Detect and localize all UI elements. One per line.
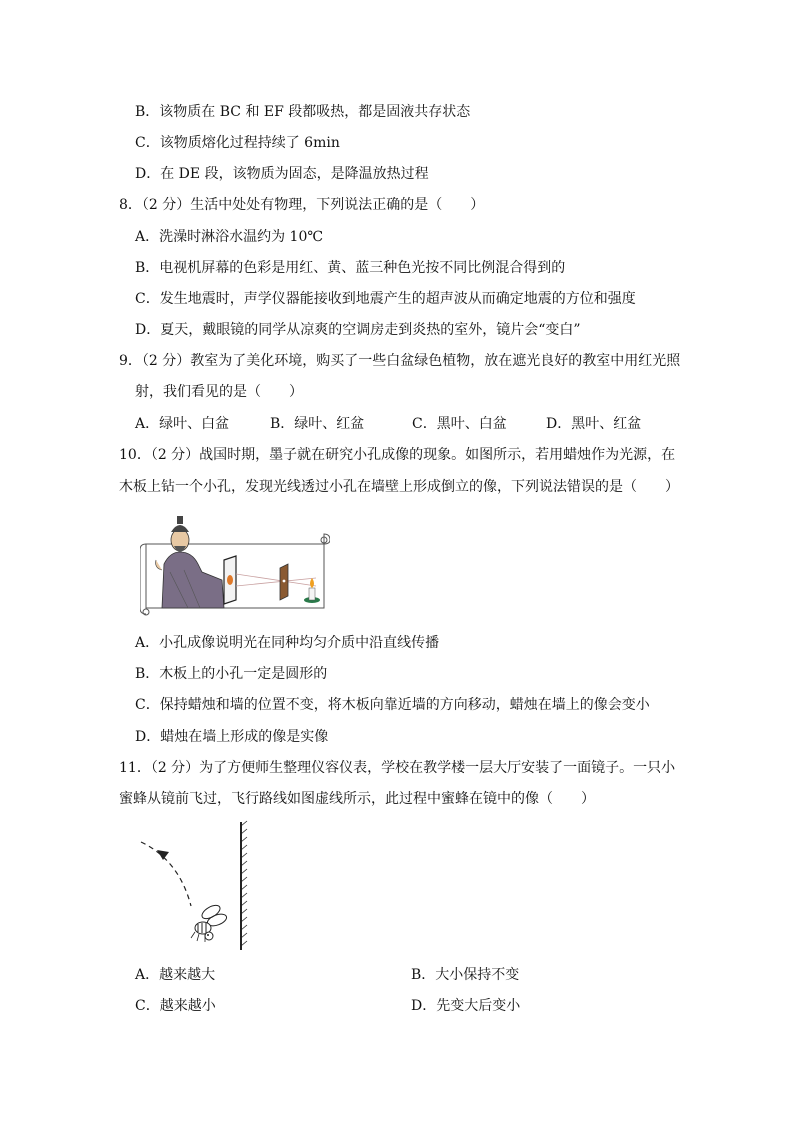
- q11-stem-line2: 蜜蜂从镜前飞过，飞行路线如图虚线所示，此过程中蜜蜂在镜中的像（ ）: [119, 791, 595, 807]
- q11-option-b: B．大小保持不变: [411, 967, 520, 983]
- q8-option-b: B．电视机屏幕的色彩是用红、黄、蓝三种色光按不同比例混合得到的: [135, 260, 566, 276]
- q10-stem-line1: 10．（2 分）战国时期，墨子就在研究小孔成像的现象。如图所示，若用蜡烛作为光源，在: [119, 447, 676, 463]
- q10-option-d: D．蜡烛在墙上形成的像是实像: [135, 729, 329, 745]
- bee-mirror-illustration: [135, 820, 255, 955]
- pinhole-board: [280, 564, 288, 600]
- q9-option-c: C．黑叶、白盆: [412, 416, 507, 432]
- q11-option-a: A．越来越大: [135, 967, 216, 983]
- mirror: [241, 821, 247, 950]
- q10-option-c: C．保持蜡烛和墙的位置不变，将木板向靠近墙的方向移动，蜡烛在墙上的像会变小: [135, 697, 650, 713]
- q9-option-d: D．黑叶、红盆: [546, 416, 642, 432]
- q8-option-d: D．夏天，戴眼镜的同学从凉爽的空调房走到炎热的室外，镜片会“变白”: [135, 322, 581, 338]
- q9-stem-line2: 射，我们看见的是（ ）: [135, 384, 303, 400]
- pinhole-figure: [140, 512, 330, 617]
- q8-option-a: A．洗澡时淋浴水温约为 10℃: [135, 229, 324, 245]
- q9-option-a: A．绿叶、白盆: [135, 416, 230, 432]
- q8-option-c: C．发生地震时，声学仪器能接收到地震产生的超声波从而确定地震的方位和强度: [135, 291, 636, 307]
- q9-stem-line1: 9．（2 分）教室为了美化环境，购买了一些白盆绿色植物，放在遮光良好的教室中用红光照: [119, 353, 681, 369]
- q10-option-b: B．木板上的小孔一定是圆形的: [135, 666, 328, 682]
- q7-option-c: C．该物质熔化过程持续了 6min: [135, 135, 340, 151]
- wall-screen: [224, 556, 236, 604]
- q9-option-b: B．绿叶、红盆: [270, 416, 365, 432]
- q11-option-c: C．越来越小: [135, 998, 216, 1014]
- q7-option-b: B．该物质在 BC 和 EF 段都吸热，都是固液共存状态: [135, 104, 471, 120]
- q7-option-d: D．在 DE 段，该物质为固态，是降温放热过程: [135, 166, 429, 182]
- q10-option-a: A．小孔成像说明光在同种均匀介质中沿直线传播: [135, 635, 440, 651]
- bee-mirror-figure: [135, 820, 255, 955]
- arrow-head: [157, 850, 169, 860]
- q11-stem-line1: 11．（2 分）为了方便师生整理仪容仪表，学校在教学楼一层大厅安装了一面镜子。一只小: [119, 760, 676, 776]
- q8-stem: 8．（2 分）生活中处处有物理，下列说法正确的是（ ）: [119, 197, 485, 213]
- q10-stem-line2: 木板上钻一个小孔，发现光线透过小孔在墙壁上形成倒立的像，下列说法错误的是（ ）: [119, 479, 679, 495]
- pinhole-illustration: [140, 512, 330, 617]
- q11-option-d: D．先变大后变小: [411, 998, 521, 1014]
- bee: [191, 903, 228, 942]
